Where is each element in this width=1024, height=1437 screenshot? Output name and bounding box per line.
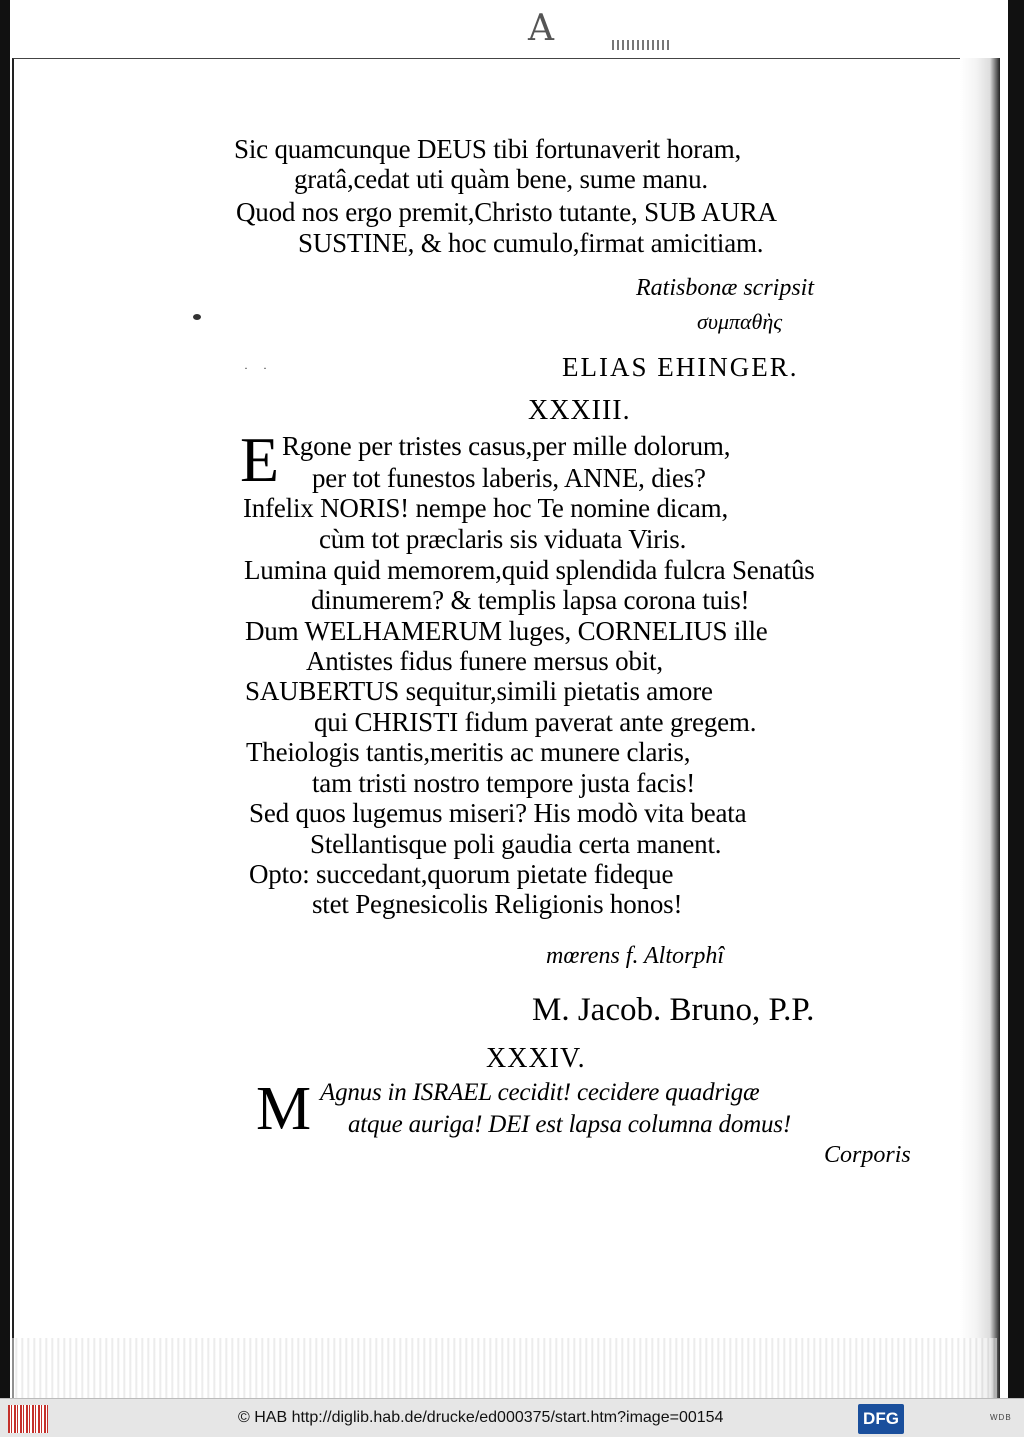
stanza-line-2: gratâ,cedat uti quàm bene, sume manu. xyxy=(294,164,708,194)
poem1-line-5: Lumina quid memorem,quid splendida fulcra Senatûs xyxy=(244,555,815,585)
dropcap-2: M xyxy=(256,1075,312,1143)
poem1-line-16: stet Pegnesicolis Religionis honos! xyxy=(312,889,683,919)
poem1-line-11: Theiologis tantis,meritis ac munere claris, xyxy=(246,737,691,767)
place-line: Ratisbonæ scripsit xyxy=(636,275,815,301)
barcode-icon xyxy=(8,1405,48,1433)
author-name-2: M. Jacob. Bruno, P.P. xyxy=(532,992,815,1028)
greek-line: συμπαθὴς xyxy=(697,309,783,334)
catchword: Corporis xyxy=(824,1142,911,1168)
poem2-line-1: Agnus in ISRAEL cecidit! cecidere quadrigæ xyxy=(320,1079,760,1106)
footer-bar xyxy=(0,1398,1024,1437)
poem1-line-9: SAUBERTUS sequitur,simili pietatis amore xyxy=(245,676,713,706)
poem-numeral-1: XXXIII. xyxy=(528,395,631,426)
poem1-line-12: tam tristi nostro tempore justa facis! xyxy=(312,768,696,798)
poem1-line-14: Stellantisque poli gaudia certa manent. xyxy=(310,829,722,859)
poem1-line-10: qui CHRISTI fidum paverat ante gregem. xyxy=(314,707,757,737)
poem1-line-6: dinumerem? & templis lapsa corona tuis! xyxy=(311,585,750,615)
scan-top-margin xyxy=(0,0,1024,12)
poem1-line-1: Rgone per tristes casus,per mille dolorum, xyxy=(282,431,731,461)
scan-right-edge xyxy=(1008,0,1024,1400)
scan-left-edge xyxy=(0,0,10,1400)
poem1-line-2: per tot funestos laberis, ANNE, dies? xyxy=(312,463,706,493)
poem1-line-7: Dum WELHAMERUM luges, CORNELIUS ille xyxy=(245,616,768,646)
stanza-line-4: SUSTINE, & hoc cumulo,firmat amicitiam. xyxy=(298,228,764,258)
poem-numeral-2: XXXIV. xyxy=(486,1043,586,1074)
poem2-line-2: atque auriga! DEI est lapsa columna domus! xyxy=(348,1111,791,1138)
page-bottom-edge xyxy=(12,1338,997,1398)
page-mark: A xyxy=(528,8,554,49)
stanza-line-3: Quod nos ergo premit,Christo tutante, SUB AURA xyxy=(236,197,777,227)
stanza-line-1: Sic quamcunque DEUS tibi fortunaverit horam, xyxy=(234,134,742,164)
author-name-1: ELIAS EHINGER. xyxy=(562,352,799,382)
ink-smudge xyxy=(612,40,672,50)
footer-mark: WDB xyxy=(990,1413,1012,1422)
dfg-logo: DFG xyxy=(858,1404,904,1434)
footer-citation[interactable]: © HAB http://diglib.hab.de/drucke/ed000375/start.htm?image=00154 xyxy=(238,1409,724,1426)
dropcap-1: E xyxy=(240,424,280,495)
poem1-line-3: Infelix NORIS! nempe hoc Te nomine dicam, xyxy=(243,493,729,523)
poem1-line-15: Opto: succedant,quorum pietate fideque xyxy=(249,859,674,889)
page-fore-edge xyxy=(960,58,1000,1398)
poem1-line-13: Sed quos lugemus miseri? His modò vita beata xyxy=(249,798,747,828)
poem1-line-8: Antistes fidus funere mersus obit, xyxy=(306,646,663,676)
poem1-line-4: cùm tot præclaris sis viduata Viris. xyxy=(319,524,687,554)
ink-dot xyxy=(193,314,201,320)
ink-dots: · · xyxy=(244,361,273,375)
closing-place: mœrens f. Altorphî xyxy=(546,943,725,969)
